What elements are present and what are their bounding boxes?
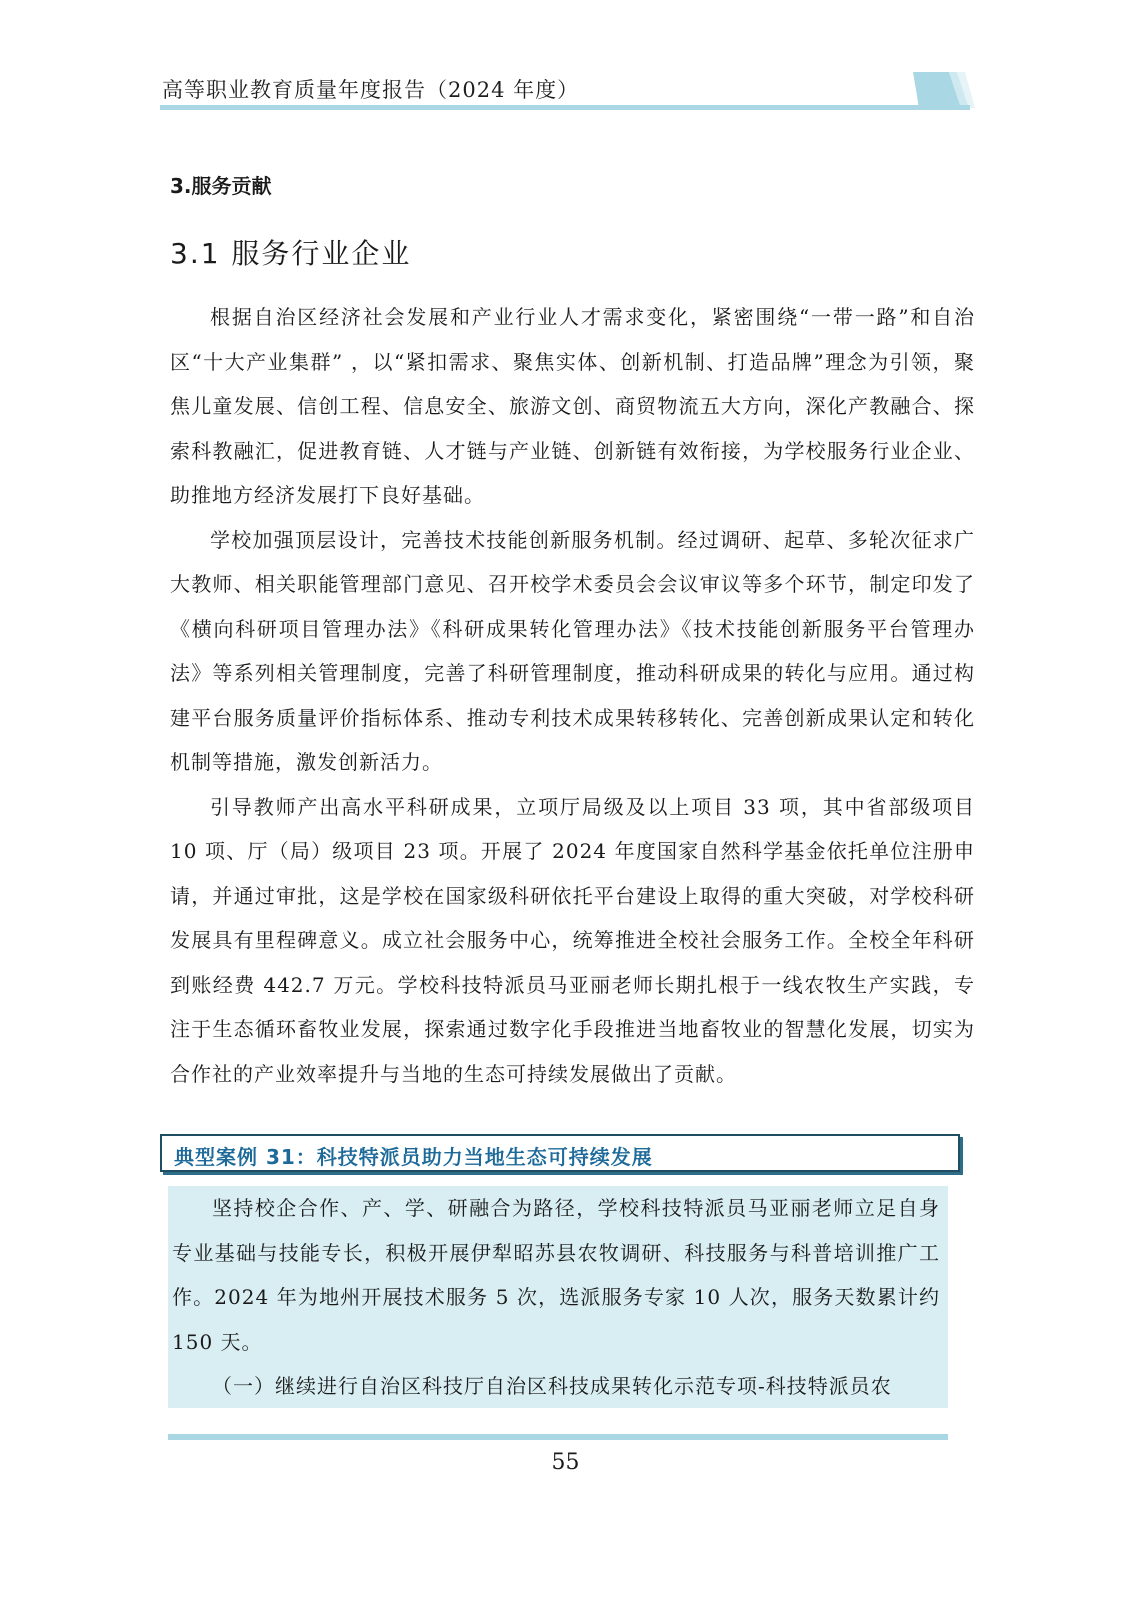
body-text xyxy=(170,295,975,1096)
case-content-box xyxy=(168,1186,948,1408)
paragraph: 学校加强顶层设计，完善技术技能创新服务机制。经过调研、起草、多轮次征求广大教师、相关职能管理部门意见、召开校学术委员会会议审议等多个环节，制定印发了《横向科研项目管理办法》《科研成果转化管理办法》《技术技能创新服务平台管理办法》等系列相关管理制度，完善了科研管理制度，推动科研成果的转化与应用。通过构建平台服务质量评价指标体系、推动专利技术成果转移转化、完善创新成果认定和转化机制等措施，激发创新活力。 xyxy=(170,527,975,774)
section-title: 3.服务贡献 xyxy=(170,174,272,198)
paragraph: 根据自治区经济社会发展和产业行业人才需求变化，紧密围绕“一带一路”和自治区“十大产业集群” ，以“紧扣需求、聚焦实体、创新机制、打造品牌”理念为引领，聚焦儿童发展、信创工程、信息安全、旅游文创、商贸物流五大方向，深化产教融合、探索科教融汇，促进教育链、人才链与产业链、创新链有效衔接，为学校服务行业企业、助推地方经济发展打下良好基础。 xyxy=(170,305,975,507)
case-paragraph: 坚持校企合作、产、学、研融合为路径，学校科技特派员马亚丽老师立足自身专业基础与技能专长，积极开展伊犁昭苏县农牧调研、科技服务与科普培训推广工作。2024 年为地州开展技术服务 5 次，选派服务专家 10 人次，服务天数累计约 150 天。 xyxy=(172,1196,940,1354)
case-title-box xyxy=(160,1134,960,1172)
paragraph: 引导教师产出高水平科研成果，立项厅局级及以上项目 33 项，其中省部级项目 10 项、厅（局）级项目 23 项。开展了 2024 年度国家自然科学基金依托单位注册申请，并通过审批，这是学校在国家级科研依托平台建设上取得的重大突破，对学校科研发展具有里程碑意义。成立社会服务中心，统筹推进全校社会服务工作。全校全年科研到账经费 442.7 万元。学校科技特派员马亚丽老师长期扎根于一线农牧生产实践，专注于生态循环畜牧业发展，探索通过数字化手段推进当地畜牧业的智慧化发展，切实为合作社的产业效率提升与当地的生态可持续发展做出了贡献。 xyxy=(170,794,975,1086)
page-number: 55 xyxy=(551,1450,580,1475)
case-paragraph: （一）继续进行自治区科技厅自治区科技成果转化示范专项-科技特派员农 xyxy=(212,1374,892,1398)
footer-divider xyxy=(168,1434,948,1440)
header-divider xyxy=(160,105,970,110)
header-decoration-graphic xyxy=(905,70,975,110)
case-title: 典型案例 31：科技特派员助力当地生态可持续发展 xyxy=(174,1145,653,1169)
subsection-title: 3.1 服务行业企业 xyxy=(170,237,412,270)
report-header-title: 高等职业教育质量年度报告（2024 年度） xyxy=(162,78,580,102)
